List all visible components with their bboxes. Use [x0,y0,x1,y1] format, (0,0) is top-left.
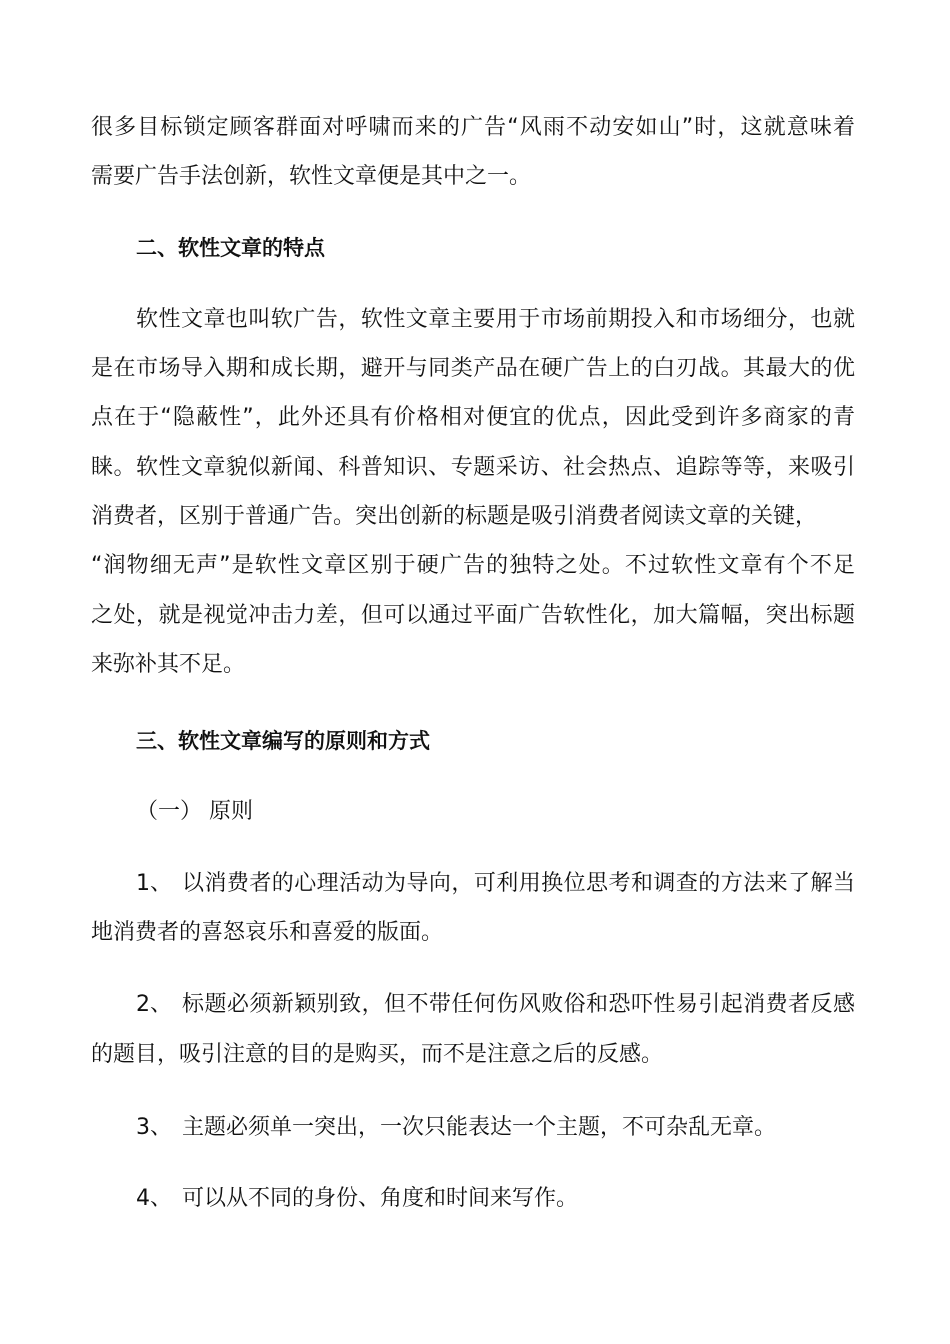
list-item-1-line-2: 地消费者的喜怒哀乐和喜爱的版面。 [91,920,444,945]
list-item-4-line-1: 可以从不同的身份、角度和时间来写作。 [182,1186,579,1211]
paragraph-2-line-4: 睐。软性文章貌似新闻、科普知识、专题采访、社会热点、追踪等等，来吸引 [91,455,855,480]
paragraph-2-line-1: 软性文章也叫软广告，软性文章主要用于市场前期投入和市场细分，也就 [136,307,855,332]
list-item-1-line-1: 以消费者的心理活动为导向，可利用换位思考和调查的方法来了解当 [182,871,855,896]
paragraph-2-line-3: 点在于“隐蔽性”，此外还具有价格相对便宜的优点，因此受到许多商家的青 [91,405,855,430]
paragraph-2-line-5: 消费者，区别于普通广告。突出创新的标题是吸引消费者阅读文章的关键， [91,504,818,529]
list-item-2-line-1: 标题必须新颖别致，但不带任何伤风败俗和恐吓性易引起消费者反感 [182,992,855,1017]
paragraph-2-line-8: 来弥补其不足。 [91,652,246,677]
paragraph-2-line-6: “润物细无声”是软性文章区别于硬广告的独特之处。不过软性文章有个不足 [91,553,855,578]
list-item-number: 4、 [136,1186,172,1211]
list-item-number: 3、 [136,1115,172,1140]
list-item-2-line-2: 的题目，吸引注意的目的是购买，而不是注意之后的反感。 [91,1042,664,1067]
section-heading-3: 三、软性文章编写的原则和方式 [136,729,430,753]
paragraph-2-line-2: 是在市场导入期和成长期，避开与同类产品在硬广告上的白刃战。其最大的优 [91,356,855,381]
subheading-principles: （一） 原则 [136,799,253,824]
paragraph-1-line-2: 需要广告手法创新，软性文章便是其中之一。 [91,164,532,189]
list-item-number: 2、 [136,992,172,1017]
section-heading-2: 二、软性文章的特点 [136,236,325,260]
list-item-number: 1、 [136,871,172,896]
list-item-3-line-1: 主题必须单一突出，一次只能表达一个主题，不可杂乱无章。 [182,1115,777,1140]
paragraph-1-line-1: 很多目标锁定顾客群面对呼啸而来的广告“风雨不动安如山”时，这就意味着 [91,115,855,140]
paragraph-2-line-7: 之处，就是视觉冲击力差，但可以通过平面广告软性化，加大篇幅，突出标题 [91,603,855,628]
